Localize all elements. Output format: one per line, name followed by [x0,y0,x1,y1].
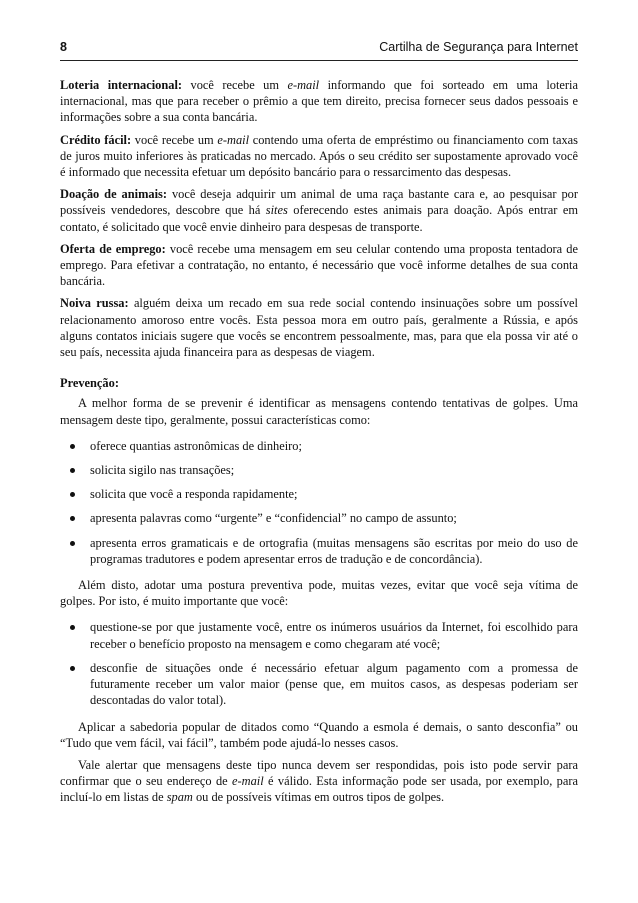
definition-emprego [60,241,578,290]
definition-text: você recebe uma mensagem em seu celular contendo uma proposta tentadora de emprego. Para efetivar a contratação, no entanto, é necessário que você informe detalhes de sua conta bancária. [60,241,578,289]
page-number: 8 [60,40,67,54]
list-item: desconfie de situações onde é necessário efetuar algum pagamento com a promessa de futuramente receber um valor maior (pense que, em muitos casos, as despesas poderiam ser descontadas do valor total). [60,660,578,709]
bullet-icon [70,541,75,546]
running-title: Cartilha de Segurança para Internet [379,40,578,54]
paragraph-4: Vale alertar que mensagens deste tipo nunca devem ser respondidas, pois isto pode servir para confirmar que o seu endereço de e-mail é válido. Esta informação pode ser usada, por exemplo, para incluí-lo em listas de spam ou de possíveis vítimas em outros tipos de golpes. [60,757,578,805]
list-item: questione-se por que justamente você, entre os inúmeros usuários da Internet, foi escolhido para receber o benefício proposto na mensagem e como chegaram até você; [60,619,578,651]
definition-term: Doação de animais: [60,187,167,202]
definition-credito: Crédito fácil: você recebe um e-mail contendo uma oferta de empréstimo ou financiamento com taxas de juros muito inferiores às praticadas no mercado. Após o seu crédito ser supostamente aprovado você é informado que necessita efetuar um depósito bancário para o ressarcimento das despesas. [60,132,578,180]
definition-term: Loteria internacional: [60,78,183,92]
bullet-icon [70,492,75,497]
header-rule [60,60,578,61]
paragraph-3: Aplicar a sabedoria popular de ditados como “Quando a esmola é demais, o santo desconfia” ou “Tudo que vem fácil, vai fácil”, também pode ajudá-lo nesses casos. [60,719,578,750]
list-item: apresenta palavras como “urgente” e “confidencial” no campo de assunto; [60,510,578,526]
recommendations-list [60,619,578,708]
definition-term: Oferta de emprego: [60,241,166,256]
definition-loteria: Loteria internacional: você recebe um e-mail informando que foi sorteado em uma loteria internacional, mas que para receber o prêmio a que tem direito, precisa fornecer seus dados pessoais e informações sobre a sua conta bancária. [60,78,578,125]
list-item: solicita que você a responda rapidamente; [60,486,578,502]
bullet-icon [70,516,75,521]
definition-text: alguém deixa um recado em sua rede social contendo insinuações sobre um possível relacionamento amoroso entre vocês. Esta pessoa mora em outro país, geralmente a Rússia, e após alguns contatos iniciais sugere que vocês se encontrem pessoalmente, mas, para que ela possa vir até o seu país, necessita ajuda financeira para as despesas de viagem. [60,296,578,360]
definition-noiva [60,295,578,360]
list-item: solicita sigilo nas transações; [60,462,578,478]
paragraph-2: Além disto, adotar uma postura preventiva pode, muitas vezes, evitar que você seja vítima de golpes. Por isto, é muito importante que você: [60,578,578,609]
bullet-icon [70,625,75,630]
bullet-icon [70,444,75,449]
definition-term: Crédito fácil: [60,132,132,147]
definition-doacao: Doação de animais: você deseja adquirir um animal de uma raça bastante cara e, ao pesquisar por possíveis vendedores, descobre que há sites oferecendo estes animais para doação. Após entrar em contato, é solicitado que você envie dinheiro para despesas de transporte. [60,187,578,234]
characteristics-list [60,438,578,567]
section-heading: Prevenção: [60,376,119,391]
page-header [60,40,578,58]
paragraph-intro: A melhor forma de se prevenir é identificar as mensagens contendo tentativas de golpes. Uma mensagem deste tipo, geralmente, possui características como: [60,396,578,427]
bullet-icon [70,468,75,473]
bullet-icon [70,666,75,671]
page-body [60,77,578,812]
list-item: apresenta erros gramaticais e de ortografia (muitas mensagens são escritas por meio do uso de programas tradutores e podem apresentar erros de tradução e de concordância). [60,535,578,567]
definition-term: Noiva russa: [60,296,129,311]
list-item: oferece quantias astronômicas de dinheiro; [60,438,578,454]
